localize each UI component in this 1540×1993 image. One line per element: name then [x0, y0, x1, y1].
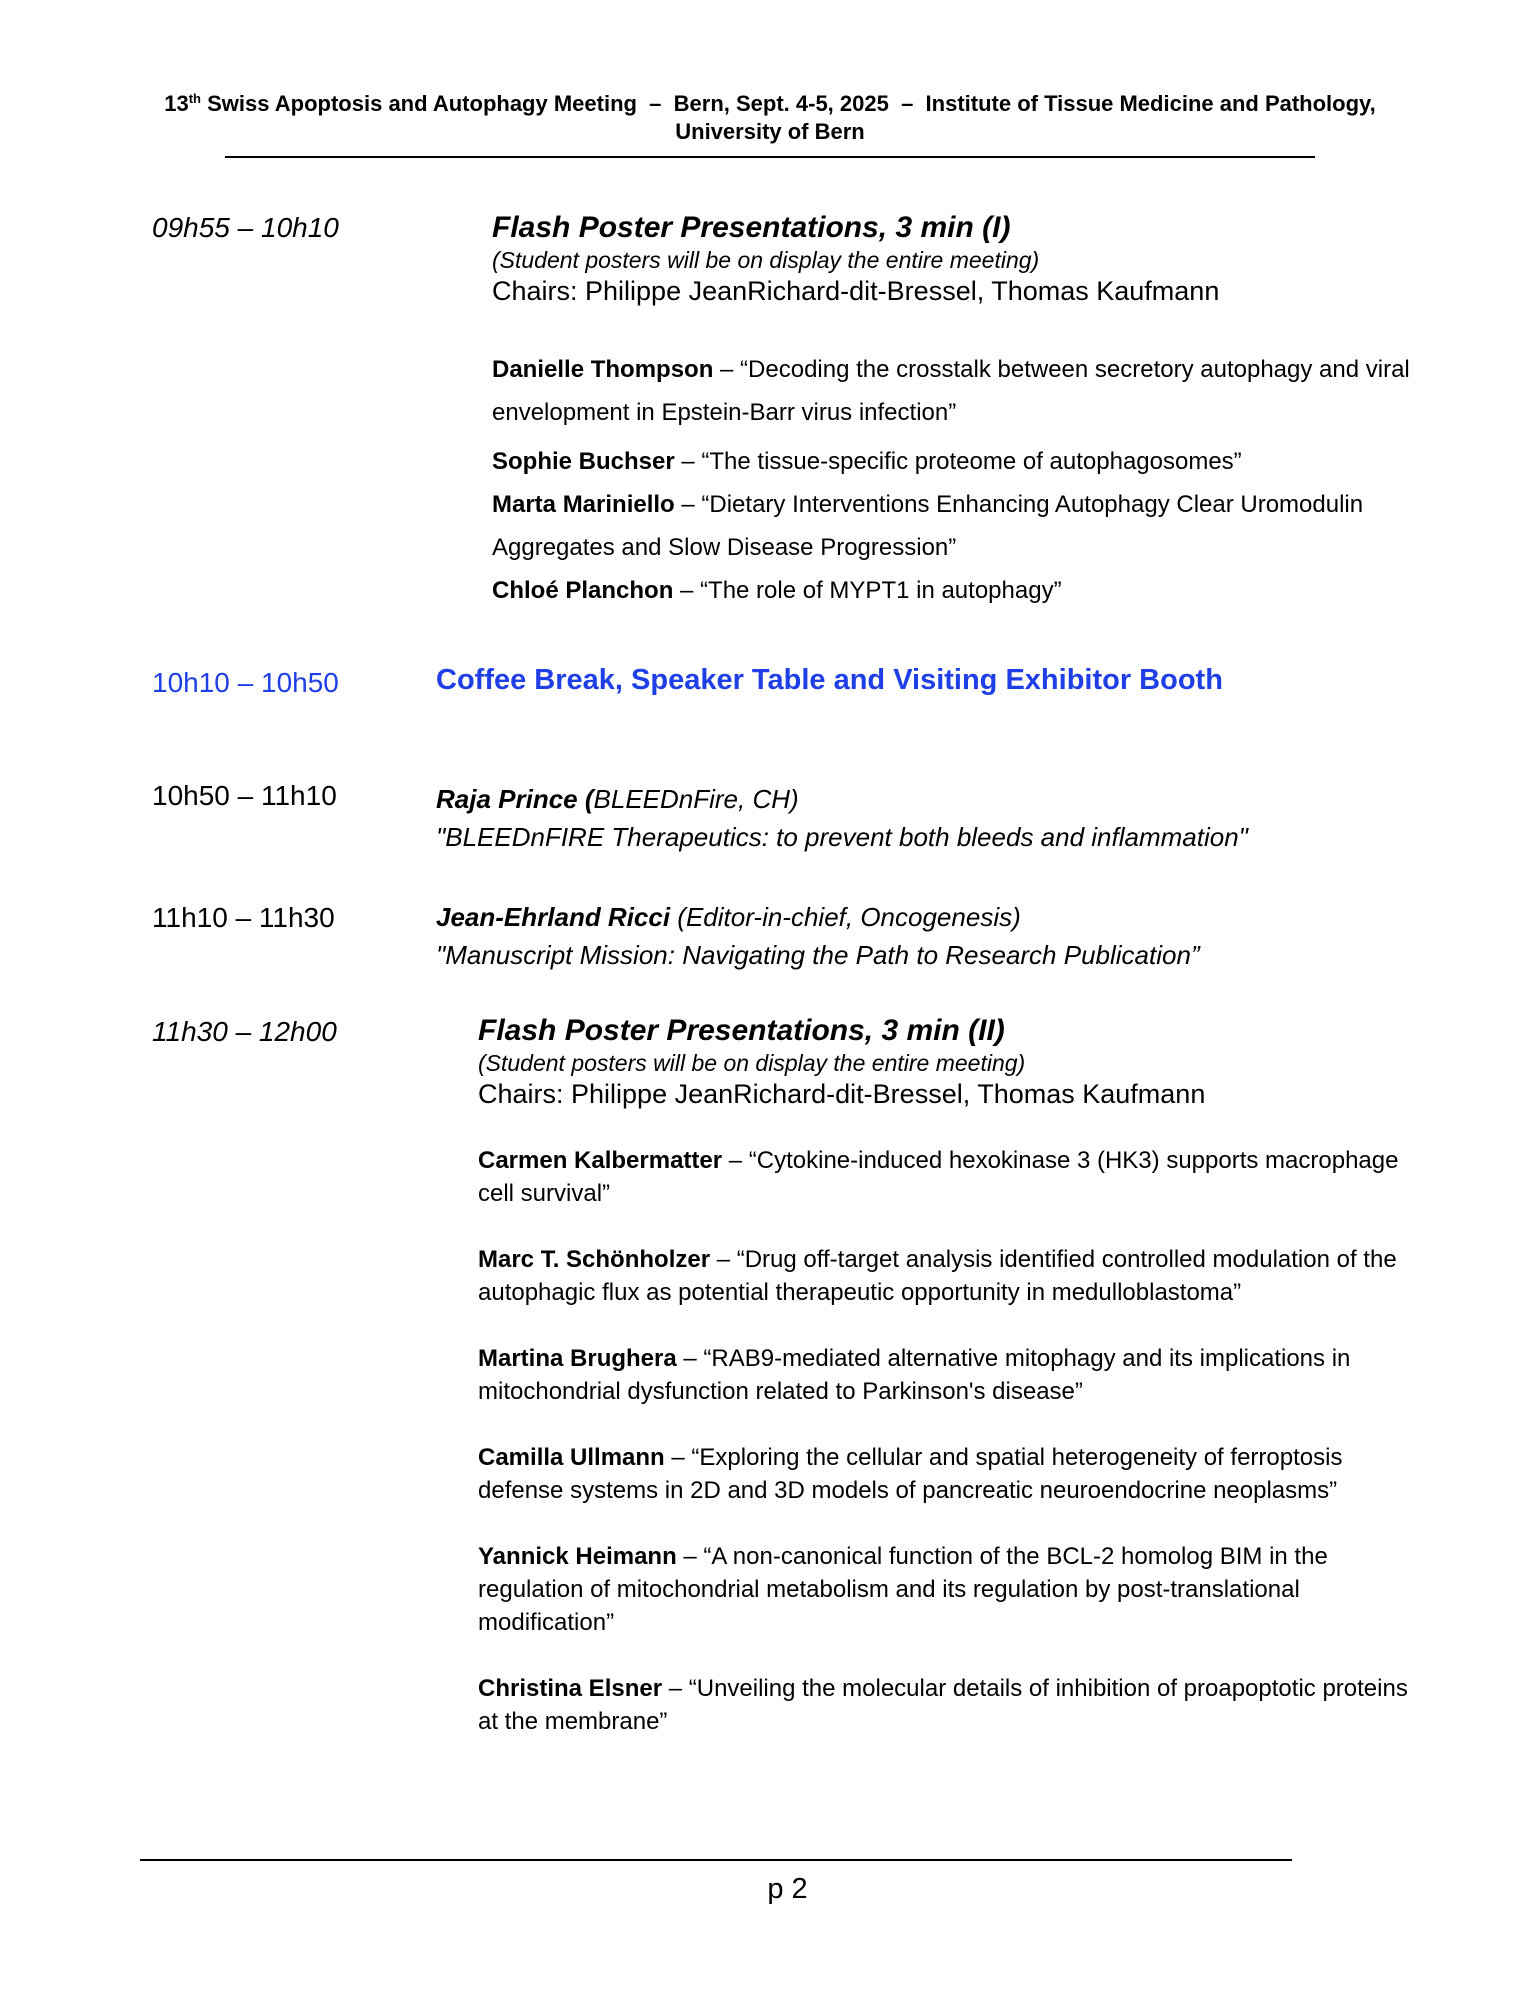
header-ordinal: 13th — [164, 91, 201, 116]
header-divider — [225, 156, 1315, 158]
presenter-name: Martina Brughera — [478, 1345, 677, 1372]
header-line-1 — [0, 90, 1540, 118]
presentation-item — [478, 1144, 1418, 1210]
page-header — [0, 90, 1540, 146]
talk-1-title: "BLEEDnFIRE Therapeutics: to prevent both bleeds and inflammation" — [436, 822, 1248, 852]
presentation-title: – “The tissue-specific proteome of autophagosomes” — [674, 448, 1242, 475]
presentation-item — [492, 440, 1422, 483]
presentation-title: – “A non-canonical function of the BCL-2 homolog BIM in the regulation of mitochondrial metabolism and its regulation by post-translational modification” — [478, 1543, 1328, 1636]
presenter-name: Sophie Buchser — [492, 448, 675, 475]
presentation-item — [478, 1672, 1418, 1738]
presentation-item — [478, 1441, 1418, 1507]
presenter-name: Christina Elsner — [478, 1675, 663, 1702]
session-2-block — [478, 1013, 1428, 1111]
presentation-item — [478, 1540, 1418, 1639]
session-1-title: Flash Poster Presentations, 3 min (I) — [492, 211, 1011, 244]
page-number: p 2 — [767, 1873, 808, 1905]
session-1-chairs: Chairs: Philippe JeanRichard-dit-Bressel, Thomas Kaufmann — [492, 276, 1220, 306]
presentation-item — [492, 348, 1422, 434]
presenter-name: Carmen Kalbermatter — [478, 1147, 723, 1174]
presenter-name: Danielle Thompson — [492, 356, 714, 383]
session-1-note: (Student posters will be on display the entire meeting) — [492, 247, 1040, 273]
presentation-title: – “Exploring the cellular and spatial heterogeneity of ferroptosis defense systems in 2D and 3D models of pancreatic neuroendocrine neoplasms” — [478, 1444, 1343, 1504]
talk-1-block — [436, 780, 1436, 856]
session-1-block — [492, 210, 1442, 308]
session-2-note: (Student posters will be on display the entire meeting) — [478, 1050, 1026, 1076]
presenter-name: Yannick Heimann — [478, 1543, 677, 1570]
session-1-time: 09h55 – 10h10 — [152, 212, 339, 243]
presentation-item — [478, 1342, 1418, 1408]
header-meeting-info: Swiss Apoptosis and Autophagy Meeting – Bern, Sept. 4-5, 2025 – Institute of Tissue Medicine and Pathology, — [201, 91, 1376, 116]
session-2-time: 11h30 – 12h00 — [152, 1016, 337, 1047]
talk-1-affiliation: BLEEDnFire, CH) — [593, 784, 799, 814]
presentation-title: – “Decoding the crosstalk between secretory autophagy and viral envelopment in Epstein-Barr virus infection” — [492, 356, 1410, 426]
presenter-name: Chloé Planchon — [492, 577, 674, 604]
presentation-item — [492, 483, 1422, 569]
header-line-2: University of Bern — [675, 119, 865, 144]
talk-2-time: 11h10 – 11h30 — [152, 902, 335, 933]
talk-1-speaker: Raja Prince ( — [436, 784, 594, 814]
talk-2-title: "Manuscript Mission: Navigating the Path to Research Publication” — [436, 940, 1200, 970]
session-1-presentation-list — [492, 348, 1422, 612]
talk-2-block — [436, 898, 1436, 974]
presenter-name: Marc T. Schönholzer — [478, 1246, 711, 1273]
session-2-presentation-list — [478, 1144, 1418, 1738]
presenter-name: Marta Mariniello — [492, 491, 675, 518]
coffee-break-time: 10h10 – 10h50 — [152, 667, 339, 698]
talk-2-speaker-line — [436, 898, 1436, 936]
footer-divider — [140, 1859, 1292, 1861]
talk-1-speaker-line — [436, 780, 1436, 818]
presentation-item — [478, 1243, 1418, 1309]
presentation-item — [492, 569, 1422, 612]
presenter-name: Camilla Ullmann — [478, 1444, 665, 1471]
talk-1-time: 10h50 – 11h10 — [152, 780, 337, 811]
presentation-title: – “Cytokine-induced hexokinase 3 (HK3) supports macrophage cell survival” — [478, 1147, 1399, 1207]
talk-2-speaker: Jean-Ehrland Ricci — [436, 902, 671, 932]
presentation-title: – “RAB9-mediated alternative mitophagy and its implications in mitochondrial dysfunction related to Parkinson's disease” — [478, 1345, 1351, 1405]
presentation-title: – “Dietary Interventions Enhancing Autophagy Clear Uromodulin Aggregates and Slow Disease Progression” — [492, 491, 1364, 561]
session-2-chairs: Chairs: Philippe JeanRichard-dit-Bressel, Thomas Kaufmann — [478, 1079, 1206, 1109]
presentation-title: – “The role of MYPT1 in autophagy” — [673, 577, 1062, 604]
presentation-title: – “Drug off-target analysis identified controlled modulation of the autophagic flux as potential therapeutic opportunity in medulloblastoma” — [478, 1246, 1397, 1306]
coffee-break-title: Coffee Break, Speaker Table and Visiting Exhibitor Booth — [436, 664, 1223, 696]
presentation-title: – “Unveiling the molecular details of inhibition of proapoptotic proteins at the membrane” — [478, 1675, 1408, 1735]
talk-2-affiliation: (Editor-in-chief, Oncogenesis) — [670, 902, 1021, 932]
session-2-title: Flash Poster Presentations, 3 min (II) — [478, 1014, 1005, 1047]
